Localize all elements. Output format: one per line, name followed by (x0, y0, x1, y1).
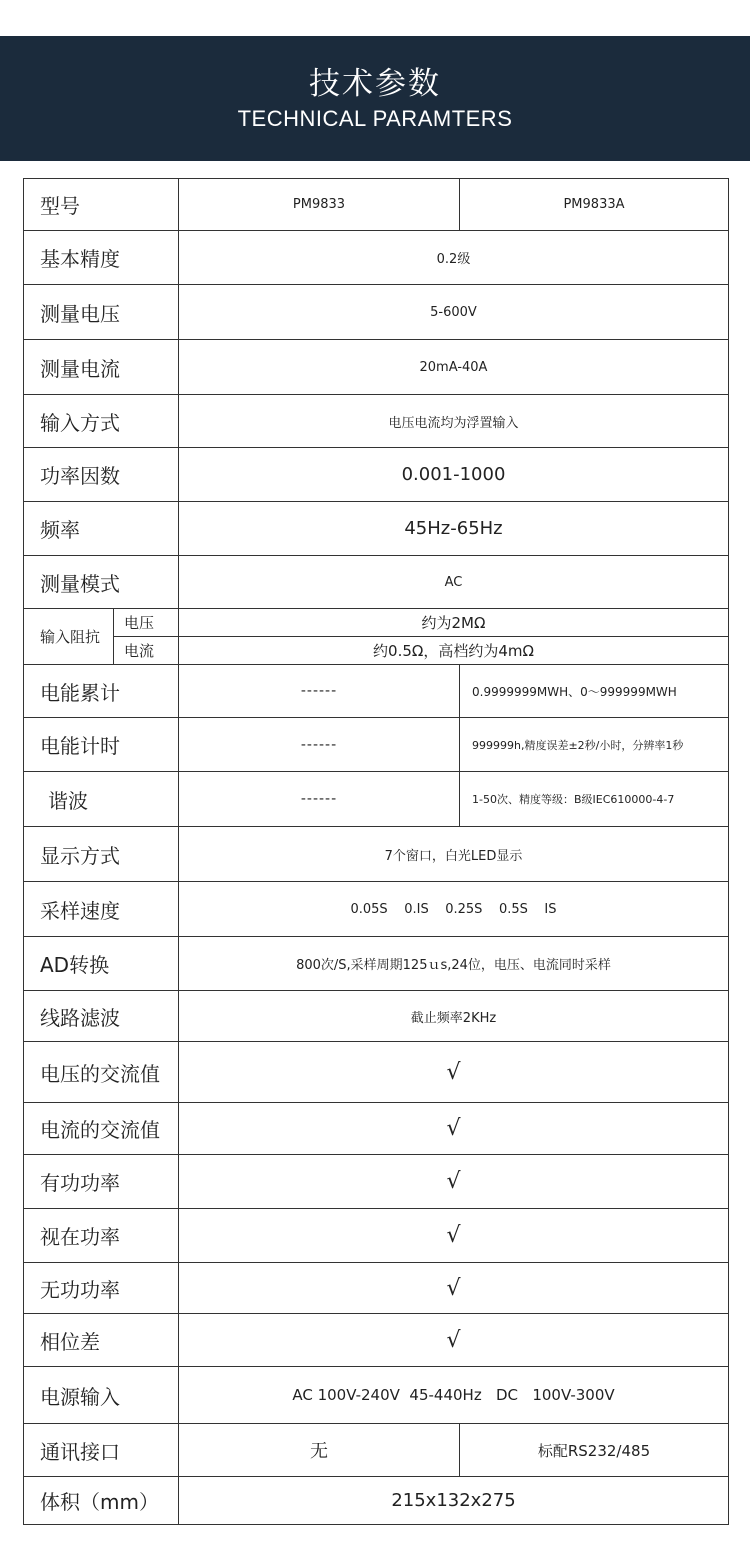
row-label: 输入阻抗 (24, 609, 114, 665)
row-value: 约为2MΩ (179, 609, 729, 637)
row-label: 采样速度 (24, 882, 179, 937)
header-banner (0, 36, 750, 161)
sub-label: 电流 (114, 637, 179, 665)
row-label: 有功功率 (24, 1155, 179, 1209)
row-label: 电源输入 (24, 1367, 179, 1424)
row-value: 0.05S 0.IS 0.25S 0.5S IS (179, 882, 729, 937)
row-value: ------ (179, 665, 460, 718)
row-label: 测量模式 (24, 556, 179, 609)
table-row (24, 1424, 729, 1477)
table-row (24, 231, 729, 285)
table-row (24, 502, 729, 556)
table-row (24, 340, 729, 395)
row-value: ------ (179, 772, 460, 827)
table-row (24, 772, 729, 827)
table-row (24, 665, 729, 718)
row-label: 功率因数 (24, 448, 179, 502)
row-label: 无功功率 (24, 1263, 179, 1314)
row-value: 999999h,精度误差±2秒/小时，分辨率1秒 (460, 718, 729, 772)
row-value: 5-600V (179, 285, 729, 340)
spec-table (23, 178, 729, 1525)
row-label: AD转换 (24, 937, 179, 991)
table-row (24, 1314, 729, 1367)
table-row (24, 1263, 729, 1314)
row-label: 谐波 (24, 772, 179, 827)
check-mark: √ (179, 1314, 729, 1367)
row-label: 测量电流 (24, 340, 179, 395)
check-mark: √ (179, 1209, 729, 1263)
row-value: 20mA-40A (179, 340, 729, 395)
row-value: 7个窗口，白光LED显示 (179, 827, 729, 882)
row-label: 相位差 (24, 1314, 179, 1367)
table-row (24, 1209, 729, 1263)
row-label: 电能累计 (24, 665, 179, 718)
row-value: 1-50次、精度等级：B级IEC610000-4-7 (460, 772, 729, 827)
table-row (24, 882, 729, 937)
row-value: 电压电流均为浮置输入 (179, 395, 729, 448)
row-value: PM9833 (179, 179, 460, 231)
table-row (24, 637, 729, 665)
row-label: 测量电压 (24, 285, 179, 340)
row-value: 45Hz-65Hz (179, 502, 729, 556)
table-row (24, 1103, 729, 1155)
row-label: 通讯接口 (24, 1424, 179, 1477)
row-value: 截止频率2KHz (179, 991, 729, 1042)
row-value: 标配RS232/485 (460, 1424, 729, 1477)
row-value: 0.001-1000 (179, 448, 729, 502)
table-row (24, 1367, 729, 1424)
table-row (24, 448, 729, 502)
table-row (24, 395, 729, 448)
table-row (24, 556, 729, 609)
row-label: 频率 (24, 502, 179, 556)
row-label: 电能计时 (24, 718, 179, 772)
check-mark: √ (179, 1042, 729, 1103)
row-value: 800次/S,采样周期125ｕs,24位，电压、电流同时采样 (179, 937, 729, 991)
row-value: 0.9999999MWH、0～999999MWH (460, 665, 729, 718)
sub-label: 电压 (114, 609, 179, 637)
row-label: 型号 (24, 179, 179, 231)
row-label: 线路滤波 (24, 991, 179, 1042)
table-row (24, 609, 729, 637)
row-label: 视在功率 (24, 1209, 179, 1263)
row-value: AC 100V-240V 45-440Hz DC 100V-300V (179, 1367, 729, 1424)
row-value: PM9833A (460, 179, 729, 231)
table-row (24, 991, 729, 1042)
page-subtitle: TECHNICAL PARAMTERS (237, 106, 513, 131)
row-label: 电流的交流值 (24, 1103, 179, 1155)
row-value: AC (179, 556, 729, 609)
row-value: 0.2级 (179, 231, 729, 285)
row-label: 显示方式 (24, 827, 179, 882)
table-row (24, 718, 729, 772)
table-row (24, 179, 729, 231)
page-title: 技术参数 (309, 66, 441, 102)
row-value: 无 (179, 1424, 460, 1477)
table-row (24, 1477, 729, 1525)
table-row (24, 1042, 729, 1103)
table-row (24, 827, 729, 882)
row-label: 体积（mm） (24, 1477, 179, 1525)
table-row (24, 937, 729, 991)
check-mark: √ (179, 1263, 729, 1314)
table-row (24, 1155, 729, 1209)
row-value: 约0.5Ω，高档约为4mΩ (179, 637, 729, 665)
row-value: ------ (179, 718, 460, 772)
row-label: 电压的交流值 (24, 1042, 179, 1103)
check-mark: √ (179, 1103, 729, 1155)
row-value: 215x132x275 (179, 1477, 729, 1525)
row-label: 基本精度 (24, 231, 179, 285)
row-label: 输入方式 (24, 395, 179, 448)
check-mark: √ (179, 1155, 729, 1209)
table-row (24, 285, 729, 340)
